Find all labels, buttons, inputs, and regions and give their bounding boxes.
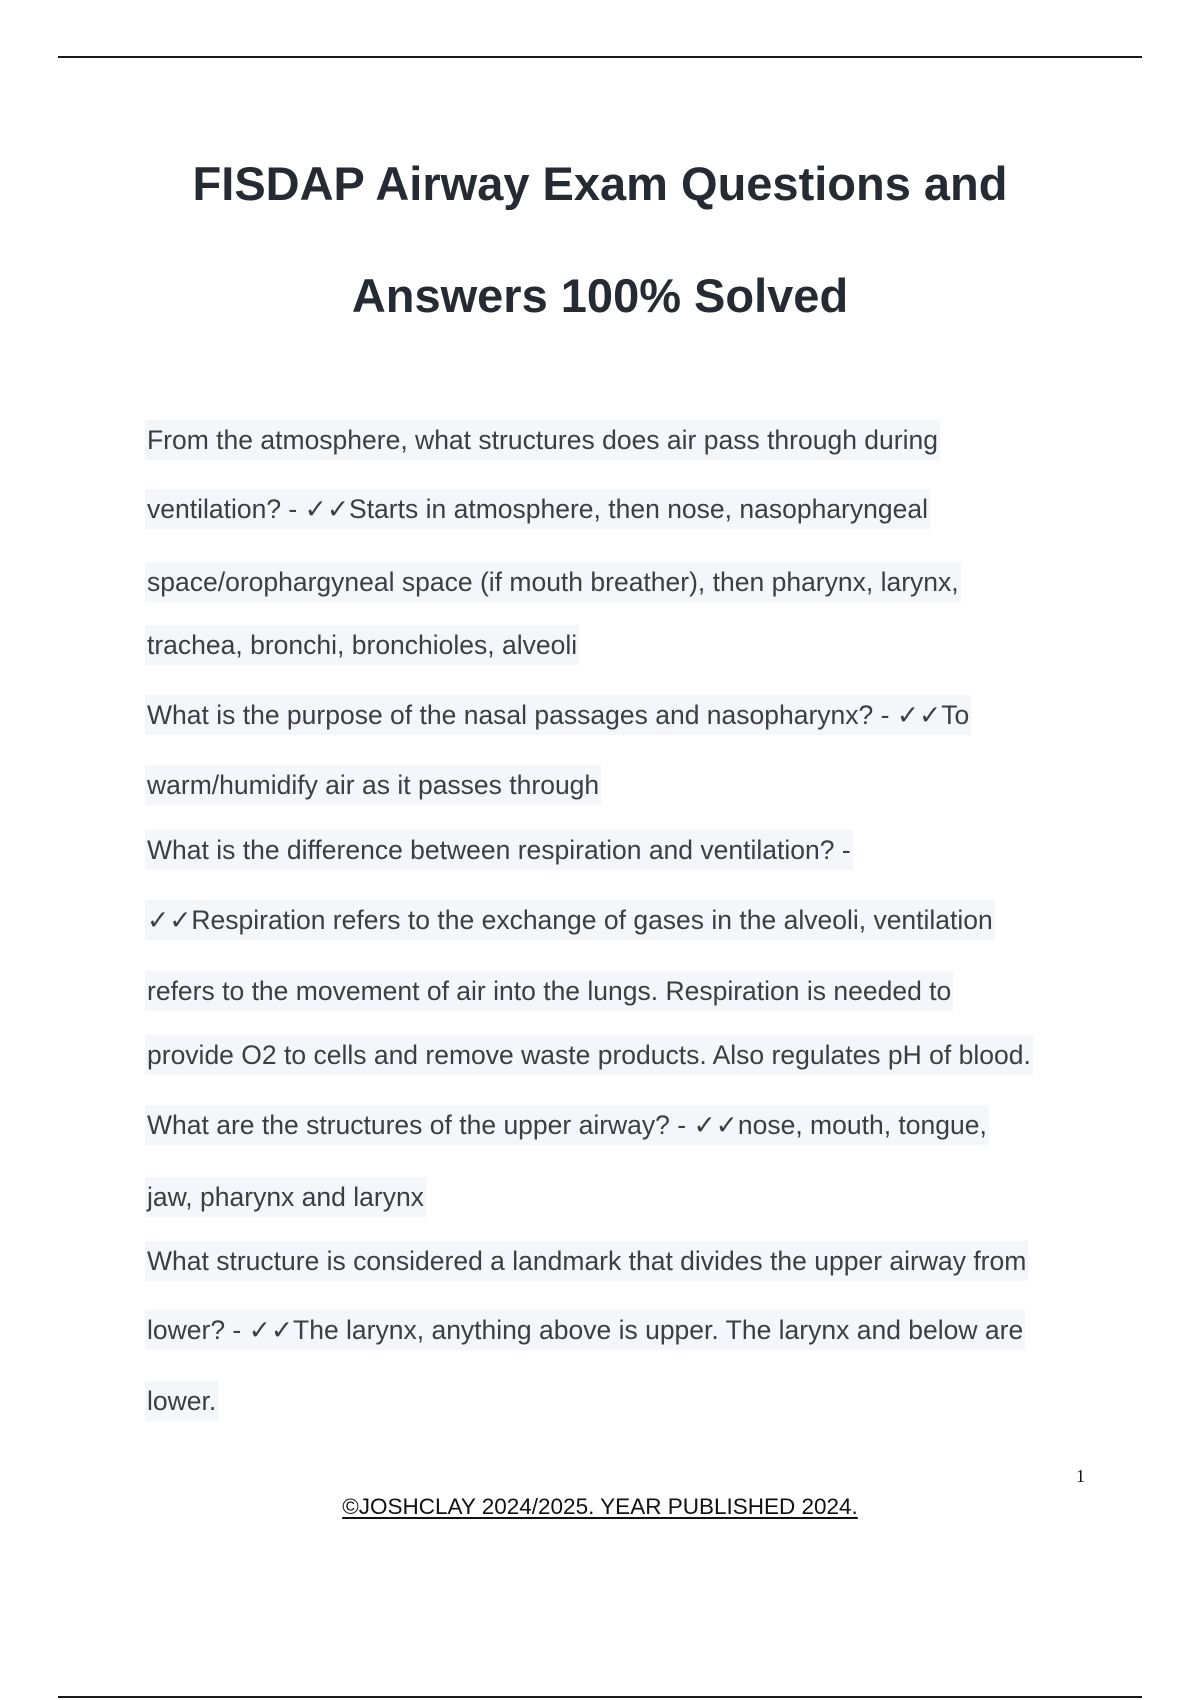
document-title (100, 128, 1100, 352)
title-line-1: FISDAP Airway Exam Questions and (192, 157, 1008, 210)
text-line: ✓✓Respiration refers to the exchange of gases in the alveoli, ventilation (145, 900, 995, 940)
text-line: lower? - ✓✓The larynx, anything above is upper. The larynx and below are (145, 1310, 1025, 1350)
text-line: warm/humidify air as it passes through (145, 765, 601, 805)
copyright-footer (100, 1494, 1100, 1520)
text-line: provide O2 to cells and remove waste products. Also regulates pH of blood. (145, 1035, 1033, 1075)
bottom-rule (58, 1696, 1142, 1698)
text-line: From the atmosphere, what structures does air pass through during (145, 420, 940, 460)
copyright-text: ©JOSHCLAY 2024/2025. YEAR PUBLISHED 2024. (342, 1494, 858, 1519)
text-line: lower. (145, 1381, 218, 1421)
text-line: refers to the movement of air into the lungs. Respiration is needed to (145, 971, 953, 1011)
text-line: jaw, pharynx and larynx (145, 1177, 426, 1217)
title-line-2: Answers 100% Solved (351, 269, 849, 322)
text-line: What are the structures of the upper airway? - ✓✓nose, mouth, tongue, (145, 1105, 989, 1145)
text-line: ventilation? - ✓✓Starts in atmosphere, then nose, nasopharyngeal (145, 489, 930, 529)
text-line: What is the difference between respiration and ventilation? - (145, 830, 853, 870)
text-line: What is the purpose of the nasal passages and nasopharynx? - ✓✓To (145, 695, 971, 735)
text-line: space/orophargyneal space (if mouth breather), then pharynx, larynx, (145, 562, 961, 602)
page-number: 1 (1076, 1466, 1085, 1486)
text-line: What structure is considered a landmark that divides the upper airway from (145, 1241, 1028, 1281)
text-line: trachea, bronchi, bronchioles, alveoli (145, 625, 579, 665)
top-rule (58, 56, 1142, 58)
